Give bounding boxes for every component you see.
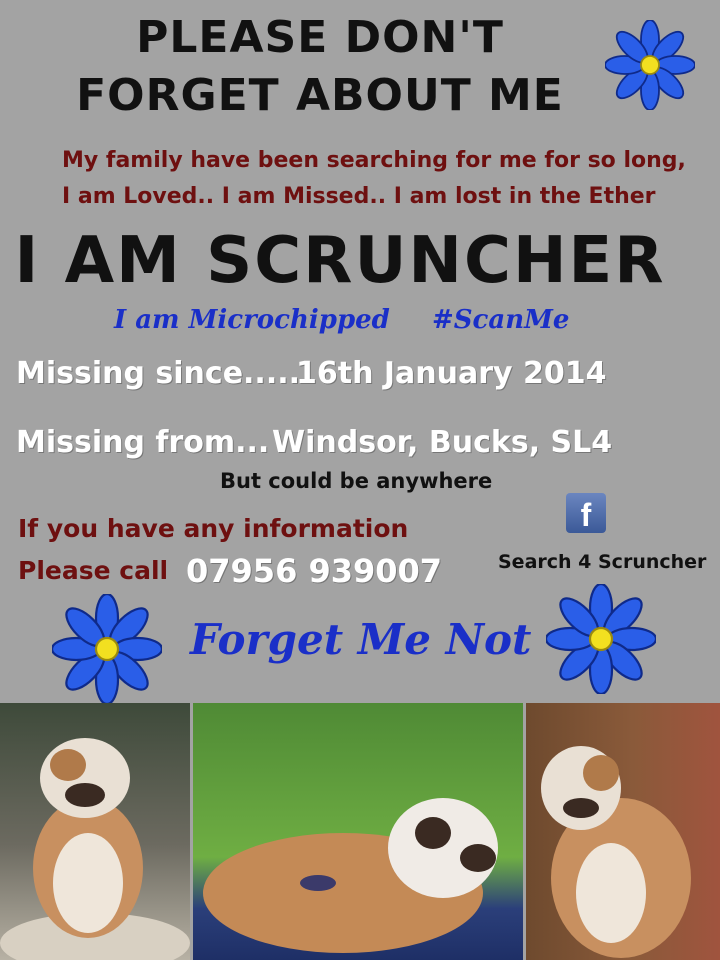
missing-since-date: 16th January 2014 xyxy=(296,356,607,391)
missing-since-label: Missing since..... xyxy=(16,356,301,391)
microchipped-text: I am Microchipped xyxy=(114,305,390,335)
scan-me-hashtag: #ScanMe xyxy=(432,305,570,335)
headline-line-1: PLEASE DON'T xyxy=(136,12,504,63)
missing-from-location: Windsor, Bucks, SL4 xyxy=(272,425,613,460)
headline-line-2: FORGET ABOUT ME xyxy=(76,70,564,121)
subtitle-line-1: My family have been searching for me for so long, xyxy=(62,148,686,173)
bulldog-photo-lying-on-grass xyxy=(193,703,523,960)
dog-name-heading: I AM SCRUNCHER xyxy=(14,224,666,298)
bulldog-photo-sitting-on-rug xyxy=(0,703,190,960)
forget-me-not-flower-icon xyxy=(546,584,656,694)
subtitle-line-2: I am Loved.. I am Missed.. I am lost in the Ether xyxy=(62,184,656,209)
facebook-icon: f xyxy=(566,493,606,533)
photo-strip xyxy=(0,703,720,960)
facebook-search-label: Search 4 Scruncher xyxy=(498,551,707,573)
missing-from-label: Missing from... xyxy=(16,425,270,460)
could-be-anywhere-note: But could be anywhere xyxy=(220,469,493,493)
forget-me-not-text: Forget Me Not xyxy=(190,615,532,664)
phone-number: 07956 939007 xyxy=(186,552,443,590)
please-call-label: Please call xyxy=(18,556,169,585)
forget-me-not-flower-icon xyxy=(605,20,695,110)
bulldog-photo-sitting-by-brick-wall xyxy=(526,703,720,960)
forget-me-not-flower-icon xyxy=(52,594,162,704)
information-prompt: If you have any information xyxy=(18,514,409,543)
